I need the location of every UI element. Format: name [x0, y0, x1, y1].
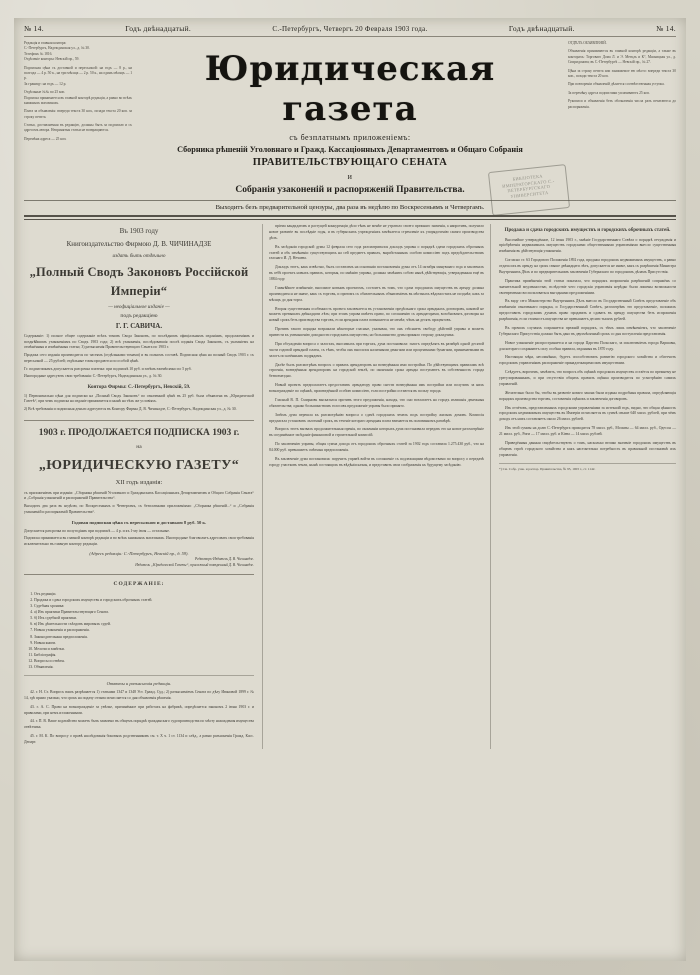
article-paragraph: Приведённыя данныя свидѣтельствуютъ о томъ, насколько велико значенiе городскихъ имуществъ въ общемъ строѣ городского хозяйства и какъ настоятельна потребность въ правильной постановкѣ ихъ управленiя.	[499, 440, 676, 457]
advert-body-1: Содержанiе: 1) полное общее содержанiе всѣхъ томовъ Свода Законовъ, по послѣднимъ офицiальнымъ изданiямъ, продолженiямъ и позднѣйшимъ узаконенiямъ по Сводъ 1903 года; 2) всѣ узаконенiя, послѣдовавшiя послѣ изданiя Свода Законовъ, съ указанiемъ на отмѣнённыя и измѣнённыя статьи; 3) разъясненiя Правительствующаго Сената по 1903 г.	[24, 334, 254, 350]
notice-line: Подписка принимается въ главной конторѣ редакцiи, а равно во всѣхъ книжныхъ магазинахъ.	[24, 95, 132, 105]
notice-line: Перемѣна адреса — 25 коп.	[24, 136, 67, 141]
subscription-terms-1: Допускается разсрочка по полугодiямъ при подпискѣ — 4 р. и къ 1-му iюля — остальные.	[24, 528, 170, 533]
year-left: Годъ двѣнадцатый.	[125, 24, 192, 33]
notice-line: Рукописи и объявленiя безъ обозначенiя числа разъ печатаются до распоряженiя.	[568, 99, 676, 109]
answer-paragraph: 42. г. Н. Ст. Вопросъ вашъ разрѣшается 1) статьями 1347 и 1348 Уст. Гражд. Суд.; 2) разъясненiемъ Сената по дѣлу Ивановой 1899 г. № 14, гдѣ прямо указано, что срокъ на подачу отзыва исчисляется со дня объявленiя рѣшенiя.	[24, 689, 254, 700]
advert-body-4: Иногородные адресуютъ свои требованiя: С.-Петербургъ, Надеждинская ул., д. № 30.	[24, 374, 163, 379]
article-paragraph: Въ прочихъ случаяхъ сохраняется прежнiй порядокъ, съ тѣмъ лишь измѣненiемъ, что заключенiе Губернскаго Присутствiя должно быть дано въ двухмѣсячный срокъ со дня поступленiя представленiя.	[499, 325, 676, 336]
toc-item[interactable]: 13. Объявленiя.	[34, 664, 254, 670]
article-paragraph: Гласный В. П. Смирновъ высказался противъ этого предложенiя, находя, что оно возлагаетъ на городъ излишнiя денежныя обязательства; однако большинствомъ голосовъ предложенiе управы было принято.	[269, 397, 484, 408]
notice-line: С.-Петербургъ, Надеждинская ул., д. № 30.	[24, 46, 90, 51]
issue-number-right: № 14.	[656, 24, 676, 33]
toc-item[interactable]: 12. Вопросы и отвѣты.	[34, 658, 254, 664]
toc-item[interactable]: 4. а) Изъ практики Правительствующаго Сената.	[34, 609, 254, 615]
advert-title: „Полный Сводъ Законовъ Россiйской Имперiи“	[29, 264, 249, 299]
notice-line: Цѣна за строку петита или занимаемое ею мѣсто: впереди текста 30 коп., позади текста 20 коп.	[568, 68, 676, 78]
advert-publisher-line: Книгоиздательство Фирмою Д. В. ЧИЧИНАДЗЕ	[66, 239, 212, 248]
advert-year-line: Въ 1903 году	[119, 227, 159, 235]
masthead-block	[24, 41, 676, 197]
article-paragraph: Затѣмъ дума перешла къ разсмотрѣнiю вопроса о сдачѣ городскихъ земель подъ постройку жилыхъ домовъ. Комиссiя предлагала установить льготный срокъ, въ теченiе котораго арендная плата взимается въ половинномъ размѣрѣ.	[269, 412, 484, 423]
answer-paragraph: 44. г. П. В. Ваше ходатайство можетъ быть заявлено въ общемъ порядкѣ гражданскаго судопроизводства по мѣсту нахождения имущества отвѣтчика.	[24, 719, 254, 730]
subscription-terms-head: Годовая подписная цѣна съ пересылкою и доставкою 8 руб. 50 к.	[71, 520, 207, 526]
notice-line: Подписная цѣна съ доставкой и пересылкой: на годъ — 8 р., на полгода — 4 р. 50 к., на три мѣсяца — 2 р. 50 к., на одинъ мѣсяцъ — 1 р.	[24, 65, 132, 81]
article-body	[499, 238, 676, 459]
subscription-headline-row	[24, 426, 254, 441]
article-footnote: *) См. Собр. узак. и распор. Правительства, № 95, 1903 г., ст. 1142.	[499, 463, 676, 472]
subscription-edition-year: XII годъ изданiя:	[115, 478, 163, 486]
notice-line: Отдѣльные №№ по 25 коп.	[24, 90, 66, 95]
answers-section-title: Отвѣты и разъясненiя редакцiи.	[24, 675, 254, 687]
article-paragraph: Изъ этой суммы на долю С.-Петербурга приходится 78 милл. руб., Москвы — 64 милл. руб., Одессы — 21 милл. руб., Риги — 17 милл. руб. и Кiева — 14 милл. рублей.	[499, 426, 676, 436]
article-heading: Продажа и сдача городскихъ имуществъ и городскихъ оброчныхъ статей.	[504, 228, 671, 233]
article-paragraph: Вопросъ этотъ вызвалъ продолжительныя пренiя, по окончанiи которыхъ дума постановила передать его на новое разсмотрѣнiе въ соединённое засѣданiе финансовой и строительной комиссiй.	[269, 427, 484, 438]
toc-item[interactable]: 7. Новыя узаконенiя и распоряженiя.	[34, 627, 254, 633]
notice-line: ОТДѢЛЪ ОБЪЯВЛЕНIЙ.	[568, 41, 607, 45]
answer-paragraph: 43. г. А. С. Право на вознагражденiе за увѣчье, причинённое при работахъ на фабрикѣ, опредѣляется закономъ 2 iюня 1903 г. и правилами, при немъ изложенными.	[24, 704, 254, 715]
advert-editor-label: подъ редакцiею	[120, 312, 158, 319]
notice-line: Телефонъ № 1816.	[24, 51, 53, 56]
subscription-year-right: 1903 г.	[212, 427, 240, 438]
toc-item[interactable]: 10. Мелочи и замѣтки.	[34, 646, 254, 652]
article-paragraph: Докладъ этотъ, какъ извѣстно, былъ составленъ на основанiи постановленiя думы отъ 14 октября минувшаго года и заключалъ въ себѣ проектъ новыхъ правилъ, которыя, по мнѣнiю управы, должны замѣнить собою нынѣ дѣйствующiя, утвержденныя ещё въ 1884 году.	[269, 265, 484, 281]
notice-line: Отдѣленiе конторы: Невскiй пр., 59.	[24, 57, 80, 62]
article-paragraph: Изъ отчётовъ, представленныхъ городскими управленiями за истекшiй годъ, видно, что общая цѣнность городскихъ недвижимыхъ имуществъ въ Имперiи исчисляется въ суммѣ свыше 640 милл. рублей, при чёмъ доходъ отъ нихъ составляетъ около 26 милл. рублей.	[499, 405, 676, 422]
advert-subtitle: — неофицiальное изданiе —	[108, 303, 170, 310]
toc-item[interactable]: 6. в) Изъ дѣятельности съѣздовъ мировыхъ судей.	[34, 621, 254, 627]
subscription-body-2: Выходитъ два раза въ недѣлю, по Воскресеньямъ и Четвергамъ, съ безплатными приложенiями: „Сборника рѣшенiй...“ и „Собранiя узаконенiй и распоряженiй Правительства“.	[24, 504, 254, 514]
toc-item[interactable]: 1. Отъ редакцiи.	[34, 591, 254, 597]
newspaper-sheet	[14, 18, 686, 961]
toc-item[interactable]: 9. Новыя книги.	[34, 640, 254, 646]
advert-editor-name: Г. Г. САВИЧА.	[115, 322, 163, 331]
masthead-info-line	[24, 24, 676, 37]
subscription-gazette-name: „ЮРИДИЧЕСКУЮ ГАЗЕТУ“	[38, 457, 240, 473]
right-notice-column	[568, 41, 676, 197]
answers-list	[24, 690, 254, 746]
page-body	[24, 224, 676, 749]
masthead-supplement-detail: Сборника рѣшенiй Уголовнаго и Гражд. Кассацiонныхъ Департаментовъ и Общаго Собранiя	[177, 145, 523, 154]
toc-list	[24, 591, 254, 670]
article-paragraph: Желательно было бы, чтобы въ развитiе новаго закона были изданы подробныя правила, опредѣляющiя порядокъ производства торговъ, составленiя оцѣнокъ и заключенiя договоровъ.	[499, 390, 676, 401]
column-two	[262, 224, 491, 749]
notice-line: Плата за объявленiя: впереди текста 30 коп., позади текста 20 коп. за строку петита.	[24, 109, 132, 119]
advert-office-address: Контора Фирмы: С.-Петербургъ, Невскiй, 59.	[87, 384, 191, 390]
article-paragraph: Новое узаконенiе распространяется и на города Царства Польскаго, за исключенiемъ города Варшавы, для котораго сохраняютъ силу особыя правила, изданныя въ 1870 году.	[499, 340, 676, 351]
newspaper-title: Юридическая газета	[204, 49, 496, 129]
article-paragraph: Главнѣйшее измѣненiе, вносимое новымъ проектомъ, состоитъ въ томъ, что сдача городскихъ имуществъ въ аренду должна производиться не иначе, какъ съ торговъ, и притомъ съ обязательнымъ объявленiемъ въ мѣстныхъ вѣдомостяхъ не позднѣе, какъ за мѣсяцъ до дня торга.	[269, 285, 484, 302]
notice-line: За перемѣну адреса подписчики уплачиваютъ 25 коп.	[568, 90, 650, 95]
article-paragraph: Слѣдуетъ, впрочемъ, замѣтить, что вопросъ объ оцѣнкѣ городскихъ имуществъ остаётся по прежнему не урегулированнымъ, и при отсутствiи общихъ правилъ оцѣнка производится по усмотрѣнiю самихъ управленiй.	[499, 370, 676, 386]
subscription-year-left: 1903 г.	[38, 427, 66, 438]
article-paragraph: Вторая существенная особенность проекта заключается въ установленiи предѣльнаго срока арендныхъ договоровъ, каковой не можетъ превышать двѣнадцати лѣтъ; при этомъ управа имѣетъ право, по соглашенiю съ арендаторами, возобновлять договоры на новый срокъ безъ производства торговъ, если арендная плата повышается не менѣе, чѣмъ на десять процентовъ.	[269, 306, 484, 323]
subscription-terms-2: Подписка принимается въ главной конторѣ редакцiи и во всѣхъ книжныхъ магазинахъ. Иногородные благоволятъ адресовать свои требованiя исключительно въ главную контору редакцiи.	[24, 536, 254, 546]
issue-number-left: № 14.	[24, 24, 44, 33]
article-paragraph: Въ виду сего Министерство Внутреннихъ Дѣлъ внесло въ Государственный Совѣтъ представленiе объ измѣненiи означеннаго порядка, и Государственный Совѣтъ, разсмотрѣвъ это представленiе, положилъ предоставить городскимъ думамъ право продавать и сдавать въ аренду имущества безъ испрошенiя разрѣшенiя, если стоимость имущества не превышаетъ десяти тысячъ рублей.	[499, 299, 676, 321]
masthead-laws-line: Собранiя узаконенiй и распоряженiй Правительства.	[235, 185, 465, 195]
advert-body-3: Гг. подписчикамъ допускается разсрочка платежа: при подпискѣ 10 руб. и затѣмъ ежемѣсячно по 5 руб.	[24, 366, 192, 371]
advert-footnote-1: 1) Первоначально цѣна для подписки на „Полный Сводъ Законовъ“ по означенной цѣнѣ въ 25 руб. была объявлена въ „Юридической Газетѣ“, при чемъ подписка на изданiе принимается и нынѣ на тѣхъ же условiяхъ.	[24, 393, 254, 404]
toc-header: СОДЕРЖАНIЕ:	[113, 580, 165, 587]
subscription-headline: ПРОДОЛЖАЕТСЯ ПОДПИСКА	[68, 427, 210, 438]
notice-line: Редакцiя и главная контора:	[24, 41, 67, 45]
left-notice-column	[24, 41, 132, 197]
masthead-conjunction: и	[347, 172, 353, 181]
article-paragraph: Настоящая мѣра, несомнѣнно, будетъ способствовать развитiю городского хозяйства и облегчитъ городскимъ управленiямъ распоряженiе принадлежащими имъ имуществами.	[499, 355, 676, 366]
article-paragraph: прiема кандидатовъ и растущей конкуренцiи дѣло тѣмъ не менѣе не утратило своего прежняго значенiя, а напротивъ, получило новое развитiе въ послѣднiе годы, и въ губернскихъ учрежденiяхъ замѣчается стремленiе къ упорядоченiю самаго производства дѣлъ.	[269, 224, 484, 240]
column-one	[24, 224, 254, 749]
toc-item[interactable]: 8. Законодательныя предположенiя.	[34, 634, 254, 640]
article-paragraph: Въ засѣданiи городской думы 12 февраля сего года разсматривался докладъ управы о порядкѣ сдачи городскихъ оброчныхъ статей и объ измѣненiи существующихъ на сей предметъ правилъ, выработанныхъ особою комиссiею подъ предсѣдательствомъ гласнаго И. Д. Нечаева.	[269, 244, 484, 261]
article-paragraph: Новый проектъ предполагаетъ предоставить арендатору право снести возведённыя имъ постройки или получить за нихъ вознагражденiе по оцѣнкѣ, произведённой особою комиссiею, если постройки остаются въ пользу города.	[269, 383, 484, 393]
toc-item[interactable]: 5. б) Изъ судебной практики.	[34, 615, 254, 621]
toc-item[interactable]: 2. Продажа и сдача городскихъ имуществъ и городскихъ оброчныхъ статей.	[34, 597, 254, 603]
article-paragraph: При обсужденiи вопроса о залогахъ, вносимыхъ при торгахъ, дума постановила: залогъ опредѣлять въ размѣрѣ одной десятой части годовой арендной платы, съ тѣмъ, чтобы онъ вносился наличными деньгами или процентными бумагами, принимаемыми въ залогъ по казённымъ подрядамъ.	[269, 341, 484, 358]
notice-line: Статьи, доставляемыя въ редакцiю, должны быть за подписью и съ адресомъ автора. Непринятыя статьи не возвращаются.	[24, 123, 132, 133]
notice-line: Объявленiя принимаются въ главной конторѣ редакцiи, а также въ конторахъ: Торговаго Дома Л. и Э. Метцль и К°, Мясницкая ул., д. Спиридонова; въ С.-Петербургѣ — Невскiй пр., № 27.	[568, 49, 676, 65]
notice-line: За границу: на годъ — 12 р.	[24, 81, 67, 86]
subscription-address: (Адресъ редакцiи: С.-Петербургъ, Невскiй пр., д. 59).	[89, 550, 189, 556]
toc-item[interactable]: 3. Судебная хроника:	[34, 603, 254, 609]
subscription-na: на	[136, 444, 142, 451]
publication-date: С.-Петербургъ, Четвергъ 20 Февраля 1903 года.	[272, 25, 428, 33]
article-paragraph: По заключенiю управы, общая сумма дохода отъ городскихъ оброчныхъ статей за 1902 годъ составила 1.275.430 руб., что на 84.000 руб. превышаетъ смѣтныя предположенiя.	[269, 442, 484, 452]
library-stamp: БИБЛIОТЕКА ИМПЕРАТОРСКАГО С.-ПЕТЕРБУРГСКАГО УНИВЕРСИТЕТА	[488, 164, 570, 216]
column-three	[499, 224, 676, 749]
masthead-senate-line: ПРАВИТЕЛЬСТВУЮЩАГО СЕНАТА	[252, 157, 448, 168]
article-paragraph: Высочайше утверждённое, 12 iюня 1903 г., мнѣнiе Государственнаго Совѣта о порядкѣ отчужденiя и прiобрѣтенiя недвижимыхъ имуществъ городскими общественными управленiями внесло существенныя измѣненiя въ дѣйствующiя узаконенiя.	[499, 237, 676, 254]
article-paragraph: Въ заключенiе дума постановила: поручить управѣ войти въ соглашенiе съ подлежащими вѣдомствами по вопросу о передачѣ городу участковъ земли, нынѣ состоящихъ въ вѣдѣнiи казны, и представить свои соображенiя къ будущему засѣданiю.	[269, 456, 484, 467]
advert-svod-zakonov	[24, 226, 254, 421]
notice-line: При повторенiи объявленiй дѣлается соотвѣтственная уступка.	[568, 82, 665, 87]
advert-footnote-2: 2) Всѣ требованiя и подписныя деньги адресуются въ Контору Фирмы Д. В. Чичинадзе, С.-Петербургъ, Надеждинская ул., д. № 30.	[24, 407, 237, 411]
advert-issue-note: издать быть отдѣльно	[112, 252, 166, 259]
advert-subscription	[24, 426, 254, 575]
table-of-contents	[24, 580, 254, 746]
subscription-body-1: съ приложенiемъ при изданiи: „Сборника рѣшенiй Уголовнаго и Гражданскихъ Кассацiонныхъ Департаментовъ и Общаго Собранiя Сената“ и „Собранiя узаконенiй и распоряженiй Правительства“.	[24, 490, 254, 501]
masthead-supplement-line: съ безплатнымъ приложенiемъ:	[289, 133, 411, 142]
advert-body-2: Продажа сего изданiя производится по частямъ (отдѣльными томами) и въ полномъ составѣ. Подписная цѣна на полный Сводъ 1903 г. съ пересылкой — 25 рублей; отдѣльные томы продаются по особой цѣнѣ.	[24, 353, 254, 363]
year-right: Годъ двѣнадцатый.	[508, 24, 575, 33]
article-paragraph: Согласно ст. 63 Городового Положенiя 1892 года, продажа городскихъ недвижимыхъ имуществъ, а равно отдача ихъ въ аренду на срокъ свыше двѣнадцати лѣтъ, допускается не иначе, какъ съ разрѣшенiя Министра Внутреннихъ Дѣлъ и по предварительномъ заключенiи Губернскаго по городскимъ дѣламъ Присутствiя.	[499, 258, 676, 274]
editor-signature: Редакторъ-Издатель Д. В. Чичинадзе.	[195, 557, 254, 562]
frequency-note: Выходитъ безъ предварительной цензуры, два раза въ недѣлю по Воскресеньямъ и Четвергамъ.	[215, 204, 485, 211]
article-paragraph: Практика примѣненiя этой статьи показала, что порядокъ испрошенiя разрѣшенiй сопряжёнъ со значительной медленностью, вслѣдствiе чего городскiя управленiя нерѣдко были лишены возможности своевременно воспользоваться выгодными предложенiями.	[499, 278, 676, 295]
answer-paragraph: 45. г. М. К. По вопросу о правѣ наслѣдованiя боковыхъ родственниковъ см. т. X ч. 1 ст. 1134 и слѣд., а равно разъясненiя Гражд. Касс. Департ.	[24, 734, 254, 745]
publisher-signature: Издатель „Юридической Газеты“, присяжный повѣренный Д. В. Чичинадзе.	[135, 562, 254, 567]
article-paragraph: Противъ такого порядка возражали нѣкоторые гласные, указывая, что онъ стѣсняетъ свободу дѣйствiй управы и можетъ привести къ уменьшенiю доходности городскихъ имуществъ; но большинство думы приняло сторону докладчика.	[269, 327, 484, 337]
article-paragraph: Далѣе былъ разсмотрѣнъ вопросъ о правахъ арендаторовъ на возведённыя ими постройки. По дѣйствующимъ правиламъ всѣ строенiя, возведённыя арендаторомъ на городской землѣ, по окончанiи срока аренды поступаютъ въ собственность города безвозмездно.	[269, 362, 484, 379]
toc-item[interactable]: 11. Библiографiя.	[34, 652, 254, 658]
